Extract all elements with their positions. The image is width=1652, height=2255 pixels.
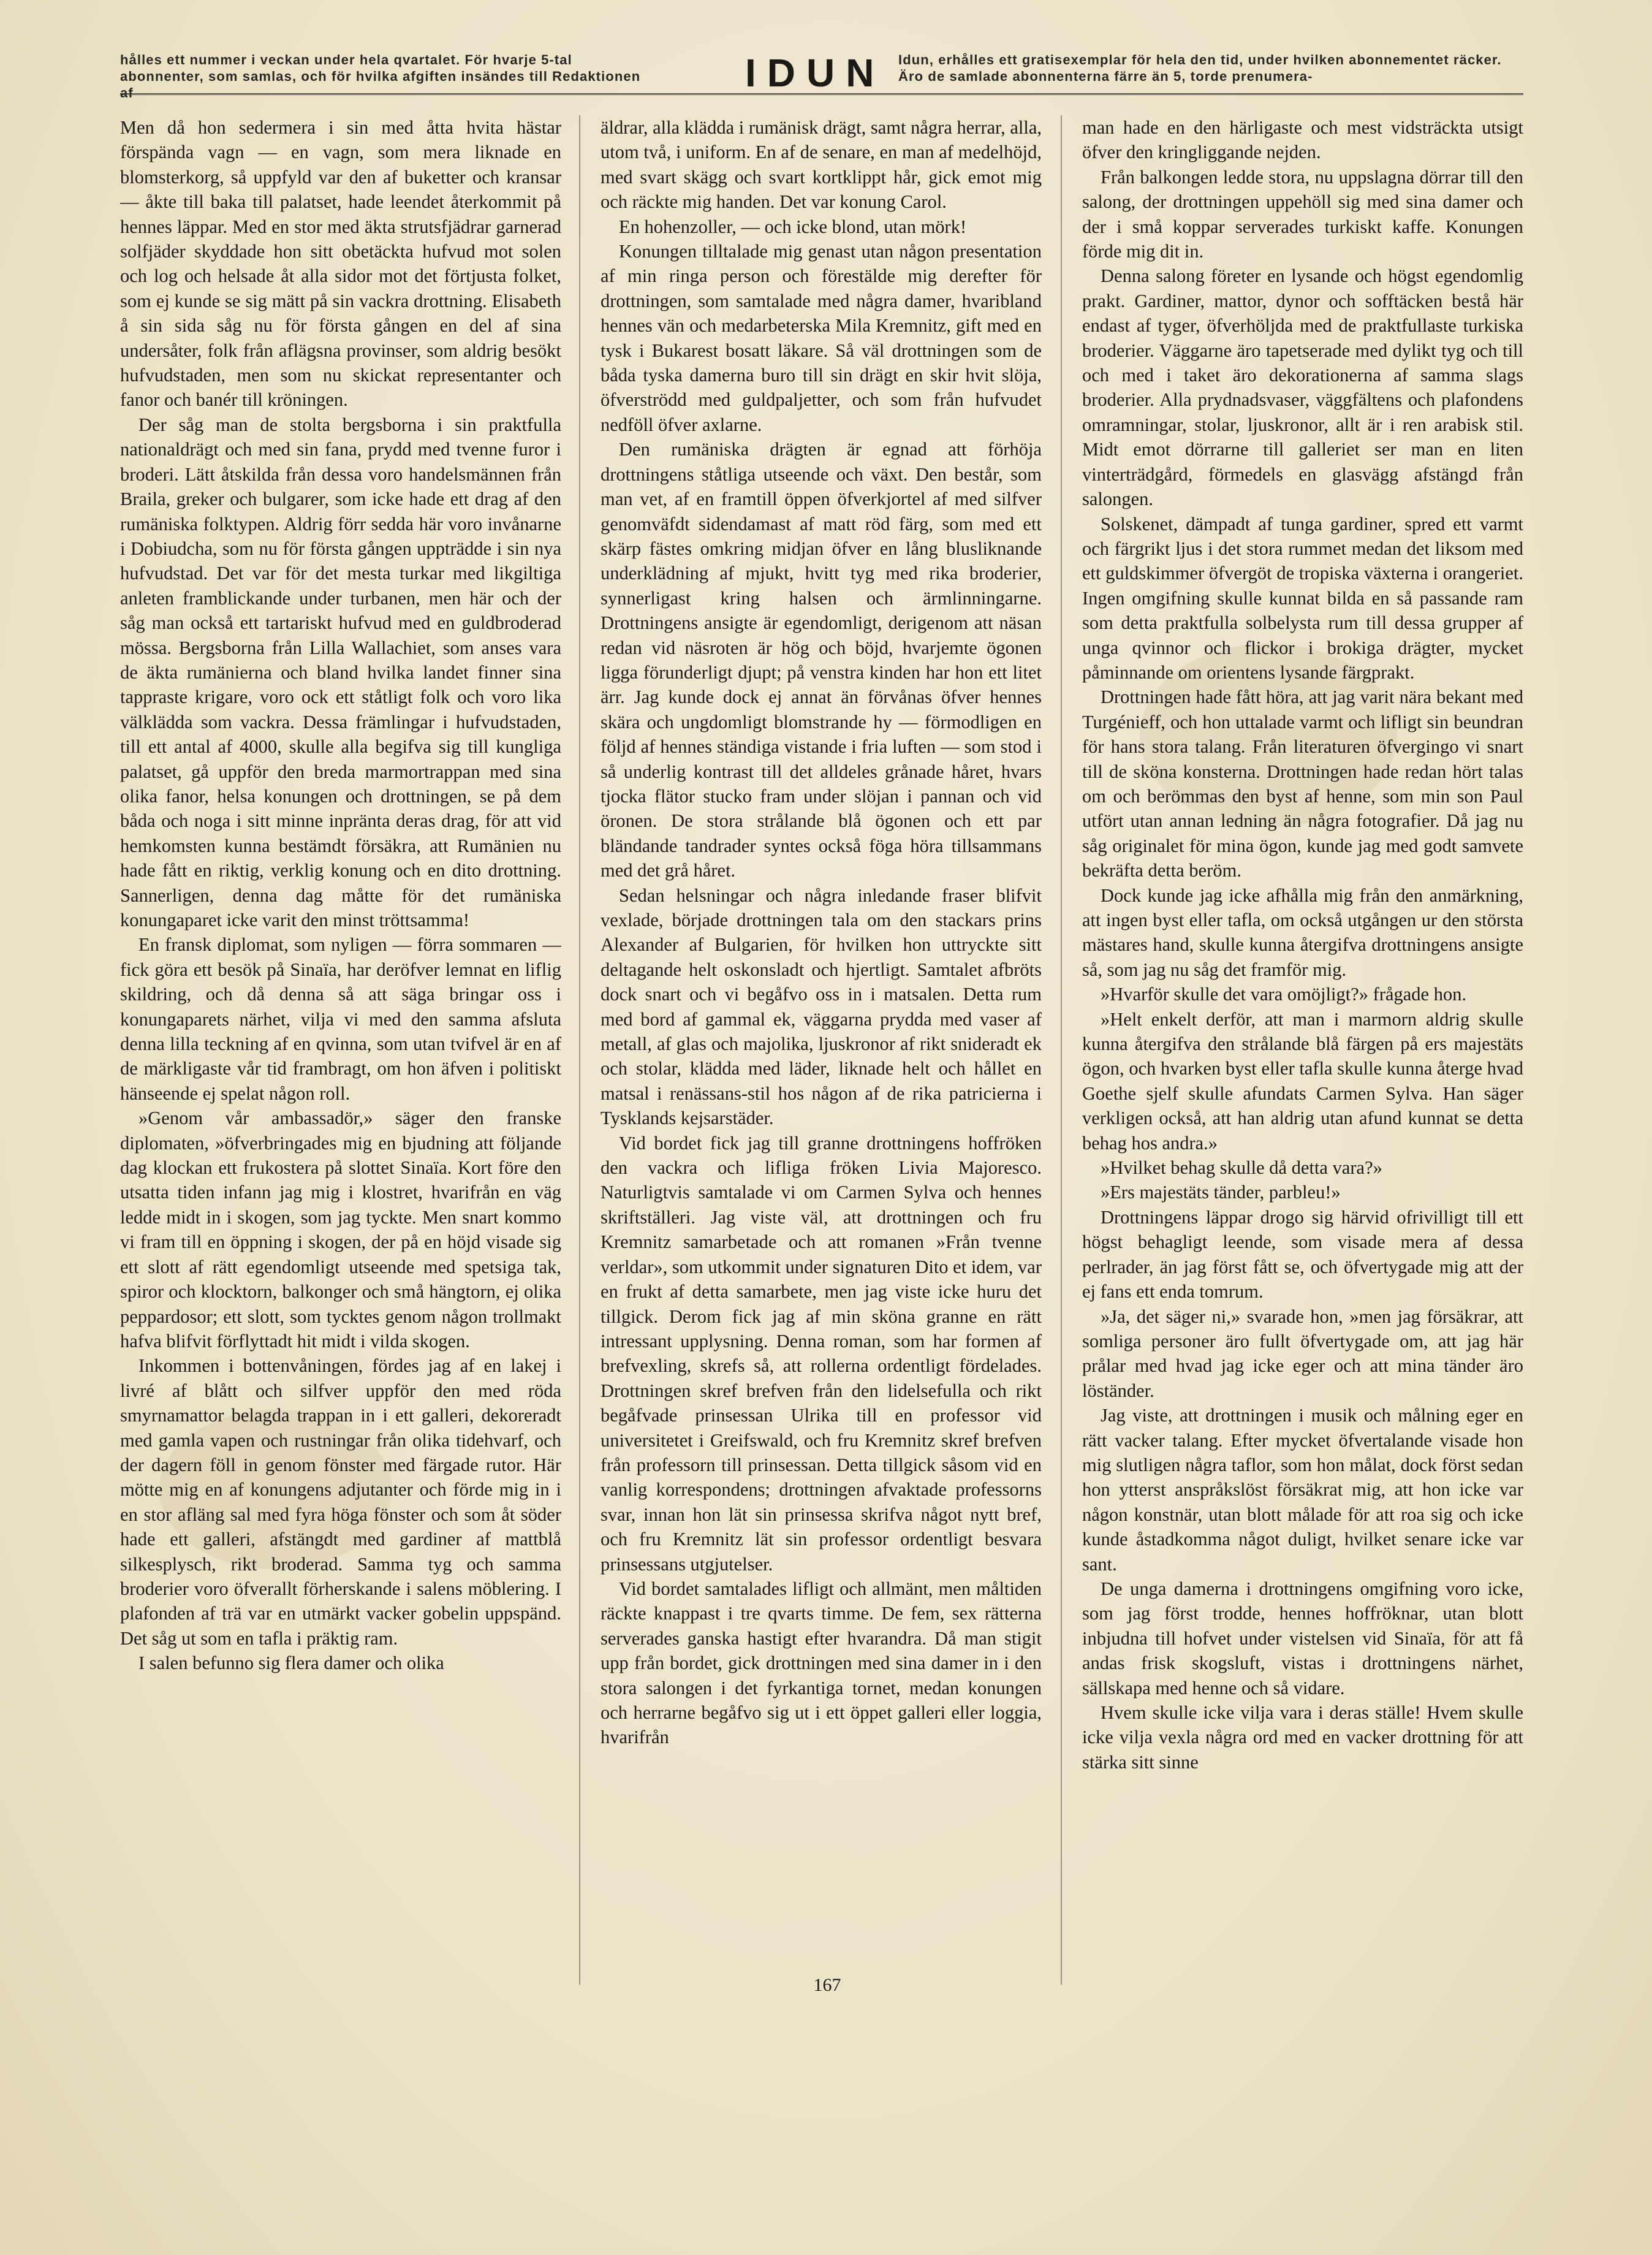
header-rule (120, 93, 1523, 95)
paragraph: Denna salong företer en lysande och högst egendomlig prakt. Gardiner, mattor, dynor och sofftäcken bestå här endast af tyger, öfverhöljda med de praktfullaste turkiska broderier. Väggarne äro tapetserade med dylikt tyg och till och med i taket äro dekorationerna af samma slags broderier. Alla prydnadsvaser, väggfältens och plafondens omramningar, stolar, ljuskronor, allt är i ren arabisk stil. Midt emot dörrarne till galleriet ser man en liten vinterträdgård, förmedels en glasvägg afstängd från salongen. (1082, 265, 1523, 510)
paragraph: »Hvarför skulle det vara omöjligt?» frågade hon. (1101, 984, 1467, 1005)
paragraph: Den rumäniska drägten är egnad att förhöja drottningens ståtliga utseende och växt. Den består, som man vet, af en framtill öppen öfverkjortel af med silfver genomväfdt sidendamast af matt röd färg, som med ett skärp fästes omkring midjan öfver en lång blusliknande underklädning af mjukt, hvitt tyg med rika broderier, synnerligast kring halsen och ärmlinningarne. Drottningens ansigte är egendomligt, derigenom att näsan redan vid näsroten är hög och böjd, hvarjemte ögonen ligga förunderligt djupt; på venstra kinden har hon ett litet ärr. Jag kunde dock ej annat än förvånas öfver hennes skära och ungdomligt blomstrande hy — förmodligen en följd af hennes ständiga vistande i fria luften — som stod i så underlig kontrast till det alldeles grånade håret, hvars tjocka flätor stucko fram under slöjan i pannan och vid öronen. De stora strålande blå ögonen och ett par bländande tandrader syntes också föga höra tillsammans med det grå håret. (601, 439, 1042, 881)
paragraph: Drottningen hade fått höra, att jag varit nära bekant med Turgénieff, och hon uttalade varmt och lifligt sin beundran för hans stora talang. Från literaturen öfvergingo vi snart till de sköna konsterna. Drottningen hade redan hört talas om och berömmas den byst af henne, som min son Paul utfört utan annan ledning än några fotografier. Då jag nu såg originalet för mina ögon, kunde jag med godt samvete bekräfta detta beröm. (1082, 686, 1523, 881)
paragraph: En hohenzoller, — och icke blond, utan mörk! (619, 216, 967, 237)
paragraph: »Genom vår ambassadör,» säger den franske diplomaten, »öfverbringades mig en bjudning att följande dag klockan ett frukostera på slottet Sinaïa. Kort före den utsatta tiden infann jag mig i klostret, hvarifrån en väg ledde midt in i skogen, som jag tyckte. Men snart kommo vi fram till en öppning i skogen, der på en höjd visade sig ett slott af rätt egendomligt utseende med spetsiga tak, spiror och klocktorn, balkonger och små hängtorn, ej olika peppardosor; ett slott, som tycktes genom någon trollmakt hafva blifvit förflyttadt hit midt i vilda skogen. (120, 1108, 561, 1352)
text-column-1 (120, 115, 561, 1966)
header-left-text: hålles ett nummer i veckan under hela qvartalet. För hvarje 5-tal abonnenter, som samlas, och för hvilka afgiften insändes till Redaktionen af (120, 52, 641, 101)
column-divider (579, 115, 580, 1985)
paragraph: I salen befunno sig flera damer och olika (138, 1652, 444, 1674)
paragraph: Från balkongen ledde stora, nu uppslagna dörrar till den salong, der drottningen uppehöll sig med sina damer och der i små koppar serverades turkiskt kaffe. Konungen förde mig dit in. (1082, 166, 1523, 262)
paragraph: De unga damerna i drottningens omgifning voro icke, som jag först trodde, hennes hoffröknar, utan blott inbjudna till hofvet under vistelsen vid Sinaïa, för att få andas frisk skogsluft, vistas i drottningens närhet, sällskapa med henne och så vidare. (1082, 1578, 1523, 1698)
page-number: 167 (813, 1975, 841, 1995)
paragraph: »Hvilket behag skulle då detta vara?» (1101, 1157, 1382, 1179)
paragraph: En fransk diplomat, som nyligen — förra sommaren — fick göra ett besök på Sinaïa, har deröfver lemnat en liflig skildring, och då denna så att säga bringar oss i konungaparets närhet, vilja vi med den samma afsluta denna lilla teckning af en qvinna, som utan tvifvel är en af de märkligaste vår tid frambragt, om hon äfven i politiskt hänseende ej spelat någon roll. (120, 934, 561, 1104)
paragraph: Hvem skulle icke vilja vara i deras ställe! Hvem skulle icke vilja vexla några ord med en vacker drottning för att stärka sitt sinne (1082, 1702, 1523, 1773)
paragraph: Jag viste, att drottningen i musik och målning eger en rätt vacker talang. Efter mycket öfvertalande visade hon mig slutligen några taflor, som hon målat, dock först sedan hon ytterst anspråkslöst försäkrat mig, att hon icke var någon konstnär, utan blott målade för att roa sig och icke kunde åstadkomma något duligt, hvilket senare icke var sant. (1082, 1405, 1523, 1575)
paragraph: Men då hon sedermera i sin med åtta hvita hästar förspända vagn — en vagn, som mera liknade en blomsterkorg, så uppfyld var den af buketter och kransar — åkte till baka till palatset, hade leendet återkommit på hennes läppar. Med en stor med äkta strutsfjädrar garnerad solfjäder skyddade hon sitt obetäckta hufvud mot solen och log och helsade åt alla sidor mot det förtjusta folket, som ej kunde se sig mätt på sin vackra drottning. Elisabeth å sin sida såg nu för första gången en del af sina undersåter, folk från aflägsna provinser, som aldrig besökt hufvudstaden, men som nu skickat representanter och fanor och banér till kröningen. (120, 117, 561, 411)
column-divider (1061, 115, 1062, 1985)
paragraph: Inkommen i bottenvåningen, fördes jag af en lakej i livré af blått och silfver uppför den med röda smyrnamattor belagda trappan in i ett galleri, dekoreradt med gamla vapen och rustningar från olika tidehvarf, och der dagern föll in genom fönster med färgade rutor. Här mötte mig en af konungens adjutanter och förde mig in i en stor afläng sal med fyra höga fönster och som åt söder hade ett galleri, afstängdt med gardiner af mattblå silkesplysch, rikt broderad. Samma tyg och samma broderier voro öfverallt förherskande i salens möblering. I plafonden af trä var en utmärkt vacker gobelin uppspänd. Det såg ut som en tafla i präktig ram. (120, 1355, 561, 1649)
paragraph: Vid bordet samtalades lifligt och allmänt, men måltiden räckte knappast i tre qvarts timme. De fem, sex rätterna serverades ganska hastigt efter hvarandra. Då man stigit upp från bordet, gick drottningen med sina damer in i den stora salongen i det fyrkantiga tornet, medan konungen och herrarne begåfvo sig ut i ett öppet galleri eller loggia, hvarifrån (601, 1578, 1042, 1748)
text-column-3 (1082, 115, 1523, 1966)
paragraph: Konungen tilltalade mig genast utan någon presentation af min ringa person och förestälde mig derefter för drottningen, som samtalade med några damer, hvaribland hennes vän och medarbeterska Mila Kremnitz, gift med en tysk i Bukarest bosatt läkare. Så väl drottningen som de båda tyska damerna buro till sin drägt en skir hvit slöja, öfverströdd med guldpaljetter, och som från hufvudet nedföll öfver axlarne. (601, 241, 1042, 435)
paragraph: Der såg man de stolta bergsborna i sin praktfulla nationaldrägt och med sin fana, prydd med tvenne furor i broderi. Lätt åtskilda från dessa voro handelsmännen från Braila, greker och bulgarer, som icke hade ett drag af den rumäniska folktypen. Aldrig förr sedda här voro invånarne i Dobiudcha, som nu för första gången uppträdde i sin nya hufvudstad. Det var för det mesta turkar med likgiltiga anleten framblickande under turbanen, men här och der såg man också ett tartariskt hufvud med en guldbroderad mössa. Bergsborna från Lilla Wallachiet, som anses vara de äkta rumänierna och bland hvilka landet finner sina tappraste krigare, voro ock ett ståtligt folk och voro lika välklädda som vackra. Dessa främlingar i hufvudstaden, till ett antal af 4000, skulle alla begifva sig till kungliga palatset, gå uppför den breda marmortrappan med sina olika fanor, helsa konungen och drottningen, se på dem båda och noga i sitt minne inpränta deras drag, för att vid hemkomsten kunna bestämdt försäkra, att Rumänien nu hade fått en riktig, verklig konung och en dito drottning. Sannerligen, denna dag måtte för det rumäniska konungaparet icke varit den minst tröttsamma! (120, 414, 561, 930)
paragraph: Sedan helsningar och några inledande fraser blifvit vexlade, började drottningen tala om den stackars prins Alexander af Bulgarien, för hvilken hon uttryckte sitt deltagande helt oskonsladt och hjertligt. Samtalet afbröts dock snart och vi begåfvo oss in i matsalen. Detta rum med bord af gammal ek, väggarna prydda med vaser af metall, af glas och majolika, ljuskronor af rikt snideradt ek och stolar, klädda med läder, liknade helt och hållet en matsal i renässans-stil hos någon af de rika patricierna i Tysklands kejsarstäder. (601, 884, 1042, 1129)
masthead-title: IDUN (745, 51, 885, 95)
header-right-text: Idun, erhålles ett gratisexemplar för hela den tid, under hvilken abonnementet räcker. Äro de samlade abonnenterna färre än 5, torde prenumera- (898, 52, 1502, 84)
paragraph: Vid bordet fick jag till granne drottningens hoffröken den vackra och lifliga fröken Livia Majoresco. Naturligtvis samtalade vi om Carmen Sylva och hennes skriftställeri. Jag viste väl, att drottningen och fru Kremnitz samarbetade och att romanen »Från tvenne verldar», som utkommit under signaturen Dito et idem, var en frukt af detta samarbete, men jag viste icke huru det tillgick. Derom fick jag af min sköna granne en rätt intressant upplysning. Denna roman, som har formen af brefvexling, skrefs så, att rollerna ordentligt fördelades. Drottningen skref brefven från den lidelsefulla och rikt begåfvade prinsessan Ulrika till en professor vid universitetet i Greifswald, och fru Kremnitz skref brefven från professorn till prinsessan. Detta tillgick såsom vid en vanlig korrespondens; drottningen afvaktade professorns svar, innan hon lät sin prinsessa skrifva något nytt bref, och fru Kremnitz lät sin professor ordentligt besvara prinsessans utgjutelser. (601, 1132, 1042, 1575)
paragraph: man hade en den härligaste och mest vidsträckta utsigt öfver den kringliggande nejden. (1082, 117, 1523, 163)
paragraph: »Helt enkelt derför, att man i marmorn aldrig skulle kunna återgifva den strålande blå färgen på ers majestäts ögon, och hvarken byst eller tafla skulle kunna återge hvad Goethe sjelf skulle afundats Carmen Sylva. Han säger verkligen också, att han aldrig utan afund kunnat se detta behag hos andra.» (1082, 1008, 1523, 1154)
paragraph: Drottningens läppar drogo sig härvid ofrivilligt till ett högst behagligt leende, som visade mera af dessa perlrader, än jag först fått se, och öfvertygade mig att der ej fans ett enda tomrum. (1082, 1206, 1523, 1302)
paragraph: Solskenet, dämpadt af tunga gardiner, spred ett varmt och färgrikt ljus i det stora rummet medan det liksom med ett guldskimmer öfvergöt de tropiska växterna i orangeriet. Ingen omgifning skulle kunnat bilda en så passande ram som detta praktfulla solbelysta rum till dessa grupper af unga qvinnor och flickor i brokiga drägter, mycket påminnande om orientens lysande färgprakt. (1082, 513, 1523, 683)
paragraph: »Ers majestäts tänder, parbleu!» (1101, 1182, 1341, 1203)
text-column-2 (601, 115, 1042, 1966)
paragraph: Dock kunde jag icke afhålla mig från den anmärkning, att ingen byst eller tafla, om också utgången ur den största mästares hand, skulle kunna återgifva drottningens ansigte så, som jag nu såg det framför mig. (1082, 884, 1523, 980)
paragraph: äldrar, alla klädda i rumänisk drägt, samt några herrar, alla, utom två, i uniform. En af de senare, en man af medelhöjd, med svart skägg och svart kortklippt hår, gick emot mig och räckte mig handen. Det var konung Carol. (601, 117, 1042, 213)
paragraph: »Ja, det säger ni,» svarade hon, »men jag försäkrar, att somliga personer äro fullt öfvertygade om, att jag här prålar med hvad jag icke eger och att mina tänder äro löständer. (1082, 1306, 1523, 1401)
